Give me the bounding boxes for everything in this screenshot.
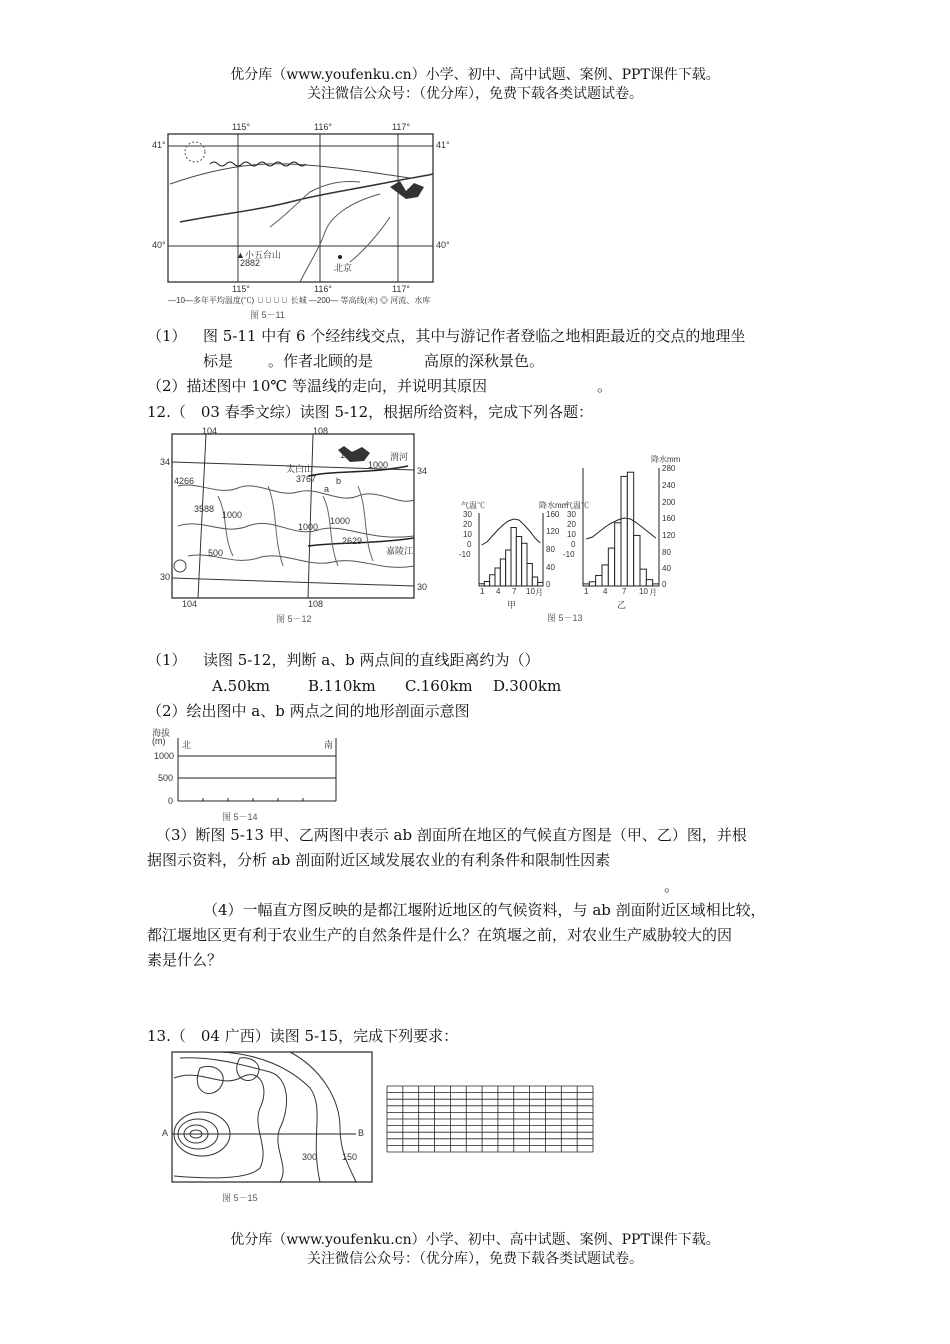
jia-precip-bar-5 (500, 559, 505, 586)
profile-tick-0: 0 (168, 796, 174, 806)
jia-precip-bar-10 (527, 564, 532, 587)
jia-precip-bar-2 (484, 582, 489, 587)
point-b: b (336, 476, 342, 486)
jia-month-7: 7 (512, 587, 517, 596)
elev-4266: 4266 (174, 476, 195, 486)
yi-month-7: 7 (622, 587, 627, 596)
elev-2629: 2629 (342, 536, 363, 546)
lat-label-41-right: 41° (436, 140, 450, 150)
yi-precip-tick-160: 160 (662, 514, 676, 523)
figure-5-14-profile (148, 726, 348, 826)
lat-label-30-left: 30 (160, 572, 171, 582)
contour-label-300: 300 (302, 1152, 318, 1162)
mountain-taibai: 太白山 (286, 464, 314, 474)
q12-part3-end: 。 (664, 877, 680, 895)
yi-precip-bar-4 (602, 565, 608, 586)
jia-temp-tick-20: 20 (463, 520, 472, 529)
lon-label-116-top: 116° (314, 122, 332, 132)
yi-month-unit: 月 (649, 588, 657, 597)
option-d: D.300km (493, 677, 562, 695)
yi-precip-bar-10 (640, 569, 646, 586)
lon-label-104-top: 104 (202, 426, 218, 436)
lon-label-117-top: 117° (392, 122, 410, 132)
jia-precip-tick-80: 80 (546, 545, 555, 554)
yi-precip-tick-80: 80 (662, 548, 671, 557)
figure-5-15-contour-map (160, 1048, 380, 1208)
jia-precip-bar-12 (538, 582, 543, 586)
jia-month-unit: 月 (535, 588, 543, 597)
jia-precip-tick-120: 120 (546, 527, 560, 536)
lon-label-117-bottom: 117° (392, 284, 410, 294)
map-legend: —10—多年平均温度(℃) ∪∪∪∪ 长城 —200— 等高线(米) ◎ 河流、水库 (168, 296, 431, 305)
q12-title: 12.（ 03 春季文综）读图 5-12，根据所给资料，完成下列各题： (147, 403, 594, 421)
yi-precip-bar-2 (589, 582, 595, 586)
yi-precip-bar-5 (608, 548, 614, 586)
yi-chart-name: 乙 (617, 600, 627, 610)
figure-caption-5-11: 图 5－11 (250, 310, 285, 320)
yi-precip-tick-120: 120 (662, 531, 676, 540)
jia-precip-bar-1 (479, 584, 484, 586)
jia-precip-bar-11 (532, 577, 537, 586)
q12-part3-line1: （3）断图 5-13 甲、乙两图中表示 ab 剖面所在地区的气候直方图是（甲、乙）图，并根 (156, 826, 747, 844)
yi-month-10: 10 (639, 587, 648, 596)
elev-1000-d: 1000 (368, 460, 389, 470)
figure-caption-5-14: 图 5－14 (222, 812, 258, 822)
option-b: B.110km (308, 677, 376, 695)
elev-1000-e: 1000 (340, 450, 361, 460)
jia-precip-bar-6 (506, 550, 511, 586)
lon-label-116-bottom: 116° (314, 284, 332, 294)
lon-label-104-bottom: 104 (182, 599, 198, 609)
q11-part1-cont-a: 标是 (203, 352, 234, 370)
yi-precip-bar-6 (615, 523, 621, 586)
q11-part2-text: （2）描述图中 10℃ 等温线的走向，并说明其原因 (147, 377, 487, 395)
yi-temp-tick-30: 30 (567, 510, 576, 519)
lat-label-40-right: 40° (436, 240, 450, 250)
jia-temp-tick-neg10: -10 (459, 550, 471, 559)
river-jialing: 嘉陵江 (386, 546, 414, 556)
yi-temp-tick-10: 10 (567, 530, 576, 539)
contour-point-a: A (162, 1128, 169, 1138)
yi-month-1: 1 (584, 587, 589, 596)
q12-part2-text: （2）绘出图中 a、b 两点之间的地形剖面示意图 (147, 702, 470, 720)
elev-3767: 3767 (296, 474, 317, 484)
jia-temp-axis-label: 气温℃ (461, 501, 485, 510)
jia-month-10: 10 (526, 587, 535, 596)
lat-label-40-left: 40° (152, 240, 166, 250)
yi-temp-tick-0: 0 (571, 540, 576, 549)
yi-precip-tick-200: 200 (662, 498, 676, 507)
lon-label-115-bottom: 115° (232, 284, 250, 294)
yi-precip-bar-3 (596, 575, 602, 586)
jia-chart-name: 甲 (507, 600, 517, 610)
elev-3588: 3588 (194, 504, 215, 514)
yi-precip-tick-0: 0 (662, 580, 667, 589)
jia-precip-tick-160: 160 (546, 510, 560, 519)
elev-1000-c: 1000 (330, 516, 351, 526)
jia-temp-tick-10: 10 (463, 530, 472, 539)
lat-label-34-right: 34 (417, 466, 428, 476)
yi-temp-tick-20: 20 (567, 520, 576, 529)
header-line-2: 关注微信公众号：（优分库），免费下载各类试题试卷。 (307, 86, 643, 102)
jia-temp-tick-30: 30 (463, 510, 472, 519)
lon-label-115-top: 115° (232, 122, 250, 132)
jia-month-4: 4 (496, 587, 501, 596)
contour-point-b: B (358, 1128, 365, 1138)
q11-part1-cont-c: 高原的深秋景色。 (424, 352, 545, 370)
contour-drawing (160, 1048, 380, 1208)
yi-precip-bar-11 (646, 580, 652, 586)
figure-caption-5-12: 图 5－12 (276, 614, 312, 624)
q12-part4-line3: 素是什么？ (147, 951, 223, 969)
header-line-1: 优分库（www.youfenku.cn）小学、初中、高中试题、案例、PPT课件下载。 (230, 67, 720, 83)
elev-1000-a: 1000 (222, 510, 243, 520)
yi-precip-axis-label: 降水mm (651, 455, 681, 464)
jia-precip-bar-7 (511, 528, 516, 587)
yi-precip-bar-12 (653, 584, 659, 586)
river-wei: 渭河 (390, 452, 409, 462)
q12-part4-line2: 都江堰地区更有利于农业生产的自然条件是什么？在筑堰之前，对农业生产威胁较大的因 (147, 926, 733, 944)
contour-label-150: 150 (342, 1152, 358, 1162)
figure-caption-5-15: 图 5－15 (222, 1193, 258, 1203)
yi-precip-bar-1 (583, 584, 589, 586)
q12-part3-line2: 据图示资料，分析 ab 剖面附近区域发展农业的有利条件和限制性因素 (147, 851, 611, 869)
yi-temp-tick-neg10: -10 (563, 550, 575, 559)
answer-grid-lines (385, 1084, 595, 1154)
elev-500: 500 (208, 548, 224, 558)
figure-caption-5-13: 图 5－13 (547, 613, 583, 623)
profile-ylabel-2: (m) (152, 736, 166, 746)
jia-precip-tick-0: 0 (546, 580, 551, 589)
elev-1000-b: 1000 (298, 522, 319, 532)
jia-precip-axis-label: 降水mm (539, 501, 569, 510)
yi-precip-bar-7 (621, 476, 627, 586)
q12-part1-number: （1） (147, 651, 187, 669)
profile-tick-500: 500 (158, 773, 174, 783)
footer-line-1: 优分库（www.youfenku.cn）小学、初中、高中试题、案例、PPT课件下载。 (230, 1232, 720, 1248)
q12-part1-text: 读图 5-12，判断 a、b 两点间的直线距离约为（） (203, 651, 540, 669)
jia-month-1: 1 (480, 587, 485, 596)
figure-5-13-climate-charts (455, 448, 695, 628)
yi-precip-tick-240: 240 (662, 481, 676, 490)
q11-part1-number: （1） (147, 327, 187, 345)
option-a: A.50km (212, 677, 271, 695)
lat-label-34-left: 34 (160, 457, 171, 467)
profile-south: 南 (324, 740, 334, 750)
jia-precip-tick-40: 40 (546, 563, 555, 572)
q11-part1-cont-b: 。作者北顾的是 (268, 352, 374, 370)
jia-precip-bar-8 (516, 537, 521, 587)
jia-precip-bar-9 (522, 543, 527, 586)
answer-grid[interactable] (385, 1084, 595, 1154)
peak-label: ▲小五台山 (236, 250, 281, 260)
peak-height: 2882 (240, 258, 261, 268)
yi-temp-axis-label: 气温℃ (565, 501, 589, 510)
lat-label-41-left: 41° (152, 140, 166, 150)
yi-precip-tick-40: 40 (662, 564, 671, 573)
city-beijing: 北京 (334, 263, 353, 273)
yi-precip-bar-8 (627, 472, 633, 586)
yi-month-4: 4 (603, 587, 608, 596)
lon-label-108-bottom: 108 (308, 599, 324, 609)
profile-ylabel-1: 海拔 (152, 728, 171, 738)
jia-precip-bar-4 (495, 568, 500, 586)
profile-north: 北 (182, 740, 192, 750)
yi-precip-bar-9 (634, 535, 640, 586)
figure-5-11-map (150, 122, 450, 322)
point-a: a (324, 484, 330, 494)
profile-tick-1000: 1000 (154, 751, 175, 761)
option-c: C.160km (405, 677, 473, 695)
yi-precip-tick-280: 280 (662, 464, 676, 473)
lon-label-108-top: 108 (313, 426, 329, 436)
footer-line-2: 关注微信公众号：（优分库），免费下载各类试题试卷。 (307, 1251, 643, 1267)
jia-temp-tick-0: 0 (467, 540, 472, 549)
q11-part2-end: 。 (597, 377, 613, 395)
q12-part4-line1: （4）一幅直方图反映的是都江堰附近地区的气候资料，与 ab 剖面附近区域相比较， (203, 901, 766, 919)
q11-part1-text: 图 5-11 中有 6 个经纬线交点，其中与游记作者登临之地相距最近的交点的地理坐 (203, 327, 746, 345)
lat-label-30-right: 30 (417, 582, 428, 592)
jia-precip-bar-3 (490, 575, 495, 586)
figure-5-12-map (158, 426, 438, 626)
q13-title: 13.（ 04 广西）读图 5-15，完成下列要求： (147, 1027, 459, 1045)
